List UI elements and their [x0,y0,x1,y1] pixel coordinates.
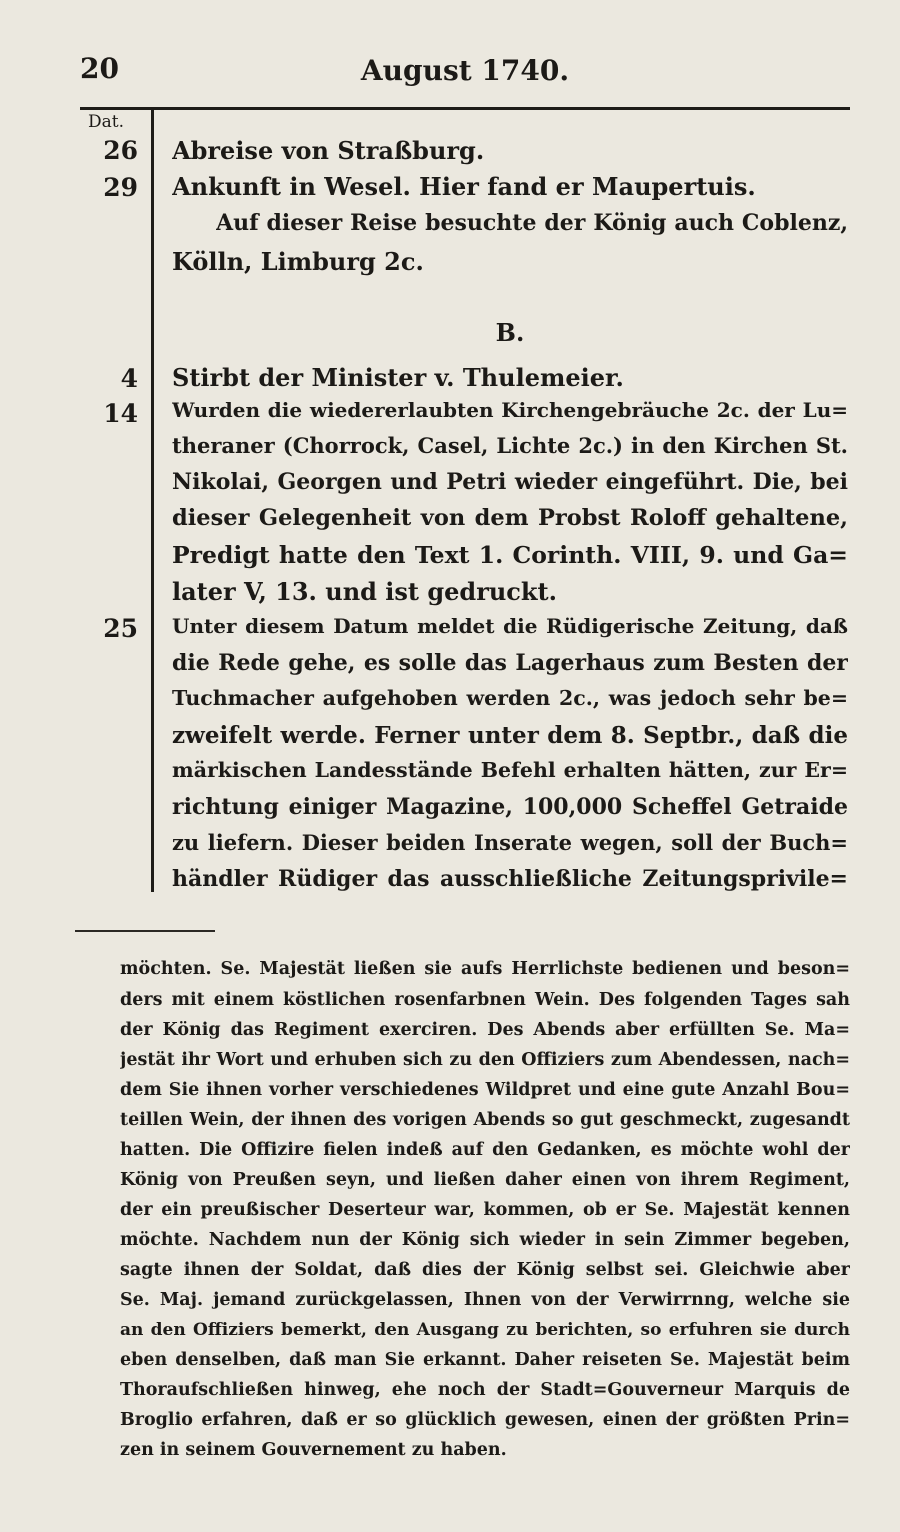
text-line: theraner (Chorrock, Casel, Lichte 2c.) in den Kirchen St. [172,433,848,458]
footnote-line: König von Preußen seyn, und ließen daher einen von ihrem Regiment, [120,1170,850,1190]
page-header [80,52,850,88]
entry-date: 4 [120,364,138,393]
text-line: Stirbt der Minister v. Thulemeier. [172,363,624,392]
text-line: Ankunft in Wesel. Hier fand er Maupertuis. [172,172,756,201]
footnote-line: Broglio erfahren, daß er so glücklich gewesen, einen der größten Prin= [120,1410,850,1430]
section-heading: B. [495,318,525,347]
footnote-line: jestät ihr Wort und erhuben sich zu den Offiziers zum Abendessen, nach= [120,1050,850,1070]
text-line: Kölln, Limburg 2c. [172,247,424,276]
date-column-header: Dat. [88,112,125,132]
footnote-line: der König das Regiment exerciren. Des Abends aber erfüllten Se. Ma= [120,1020,850,1040]
text-line: Unter diesem Datum meldet die Rüdigerische Zeitung, daß [172,614,848,638]
footnote-line: dem Sie ihnen vorher verschiedenes Wildpret und eine gute Anzahl Bou= [120,1080,850,1100]
header-rule [80,107,850,110]
text-line: märkischen Landesstände Befehl erhalten hätten, zur Er= [172,758,848,782]
footnote-line: möchte. Nachdem nun der König sich wieder in sein Zimmer begeben, [120,1230,850,1250]
running-head: August 1740. [360,54,570,87]
text-line: zu liefern. Dieser beiden Inserate wegen, soll der Buch= [172,830,848,855]
text-line: dieser Gelegenheit von dem Probst Roloff gehaltene, [172,505,848,531]
footnote-line: der ein preußischer Deserteur war, kommen, ob er Se. Majestät kennen [120,1200,850,1220]
entry-date: 14 [103,399,138,428]
text-line: die Rede gehe, es solle das Lagerhaus zum Besten der [172,650,848,676]
text-line: richtung einiger Magazine, 100,000 Scheffel Getraide [172,794,848,820]
entry-date: 26 [103,136,138,165]
footnote-line: zen in seinem Gouvernement zu haben. [120,1440,507,1460]
footnote-line: teillen Wein, der ihnen des vorigen Abends so gut geschmeckt, zugesandt [120,1110,850,1130]
footnote-line: eben denselben, daß man Sie erkannt. Daher reiseten Se. Majestät beim [120,1350,850,1370]
text-line: Tuchmacher aufgehoben werden 2c., was jedoch sehr be= [172,686,848,710]
entry-date: 25 [103,614,138,643]
text-line: Nikolai, Georgen und Petri wieder eingeführt. Die, bei [172,469,848,495]
date-column-rule [151,110,154,892]
text-line: Auf dieser Reise besuchte der König auch Coblenz, [216,210,848,236]
text-line: händler Rüdiger das ausschließliche Zeitungsprivile= [172,866,848,892]
footnote-line: an den Offiziers bemerkt, den Ausgang zu berichten, so erfuhren sie durch [120,1320,850,1340]
footnote-line: sagte ihnen der Soldat, daß dies der König selbst sei. Gleichwie aber [120,1260,850,1280]
footnote-line: Se. Maj. jemand zurückgelassen, Ihnen von der Verwirrnng, welche sie [120,1290,850,1310]
entry-date: 29 [103,173,138,202]
text-line: later V, 13. und ist gedruckt. [172,577,557,606]
page-number: 20 [80,52,119,85]
footnote-line: möchten. Se. Majestät ließen sie aufs Herrlichste bedienen und beson= [120,959,850,979]
footnote-line: ders mit einem köstlichen rosenfarbnen Wein. Des folgenden Tages sah [120,990,850,1010]
text-line: zweifelt werde. Ferner unter dem 8. Septbr., daß die [172,722,848,749]
footnote-rule [75,930,215,932]
text-line: Wurden die wiedererlaubten Kirchengebräuche 2c. der Lu= [172,398,848,422]
text-line: Predigt hatte den Text 1. Corinth. VIII, 9. und Ga= [172,541,848,569]
text-line: Abreise von Straßburg. [172,136,485,165]
footnote-line: Thoraufschließen hinweg, ehe noch der Stadt=Gouverneur Marquis de [120,1380,850,1400]
footnote-line: hatten. Die Offizire fielen indeß auf den Gedanken, es möchte wohl der [120,1140,850,1160]
